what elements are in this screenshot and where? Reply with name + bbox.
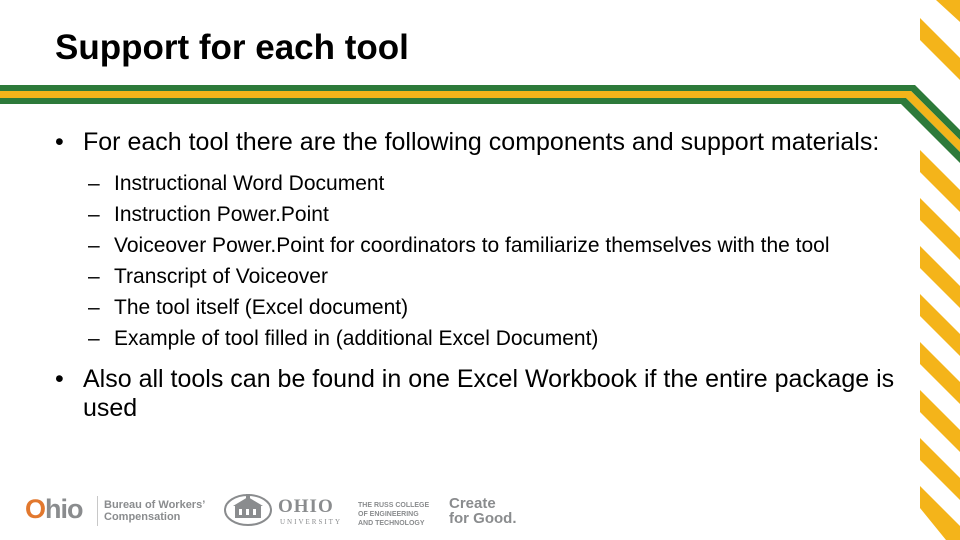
sub-item bbox=[55, 233, 905, 258]
bullet-text: For each tool there are the following components and support materials: bbox=[83, 128, 880, 156]
sub-dash: – bbox=[88, 172, 100, 195]
slide-body bbox=[55, 128, 905, 437]
sub-text: Instructional Word Document bbox=[114, 172, 385, 195]
bullet-item bbox=[55, 365, 905, 423]
sub-text: Example of tool filled in (additional Excel Document) bbox=[114, 327, 599, 350]
sub-text: Voiceover Power.Point for coordinators to familiarize themselves with the tool bbox=[114, 234, 830, 257]
ohio-university-name: OHIO bbox=[278, 496, 334, 517]
sub-text: The tool itself (Excel document) bbox=[114, 296, 409, 319]
bullet-symbol: • bbox=[55, 128, 64, 156]
create-for-good-logo: Create for Good. bbox=[449, 495, 517, 527]
russ-college-logo-text: THE RUSS COLLEGE OF ENGINEERING AND TECHNOLOGY bbox=[358, 502, 430, 527]
sub-list bbox=[55, 171, 905, 351]
bullet-text: Also all tools can be found in one Excel Workbook if the entire package is used bbox=[83, 365, 895, 422]
sub-text: Transcript of Voiceover bbox=[114, 265, 328, 288]
sub-item bbox=[55, 202, 905, 227]
sub-dash: – bbox=[88, 234, 100, 257]
sub-item bbox=[55, 171, 905, 196]
sub-item bbox=[55, 295, 905, 320]
bullet-item bbox=[55, 128, 905, 157]
sub-text: Instruction Power.Point bbox=[114, 203, 329, 226]
sub-dash: – bbox=[88, 296, 100, 319]
bullet-symbol: • bbox=[55, 365, 64, 393]
sub-item bbox=[55, 326, 905, 351]
footer-logos bbox=[25, 492, 565, 532]
bwc-logo-text: Bureau of Workers’ Compensation bbox=[104, 499, 206, 523]
sub-item bbox=[55, 264, 905, 289]
sub-dash: – bbox=[88, 203, 100, 226]
ohio-university-sub: UNIVERSITY bbox=[280, 518, 342, 526]
ohio-university-seal-icon bbox=[223, 492, 273, 528]
logo-divider bbox=[97, 496, 98, 526]
right-stripes bbox=[920, 0, 960, 540]
sub-dash: – bbox=[88, 327, 100, 350]
ohio-logo: Ohio bbox=[25, 494, 83, 524]
slide-title: Support for each tool bbox=[55, 28, 409, 67]
sub-dash: – bbox=[88, 265, 100, 288]
